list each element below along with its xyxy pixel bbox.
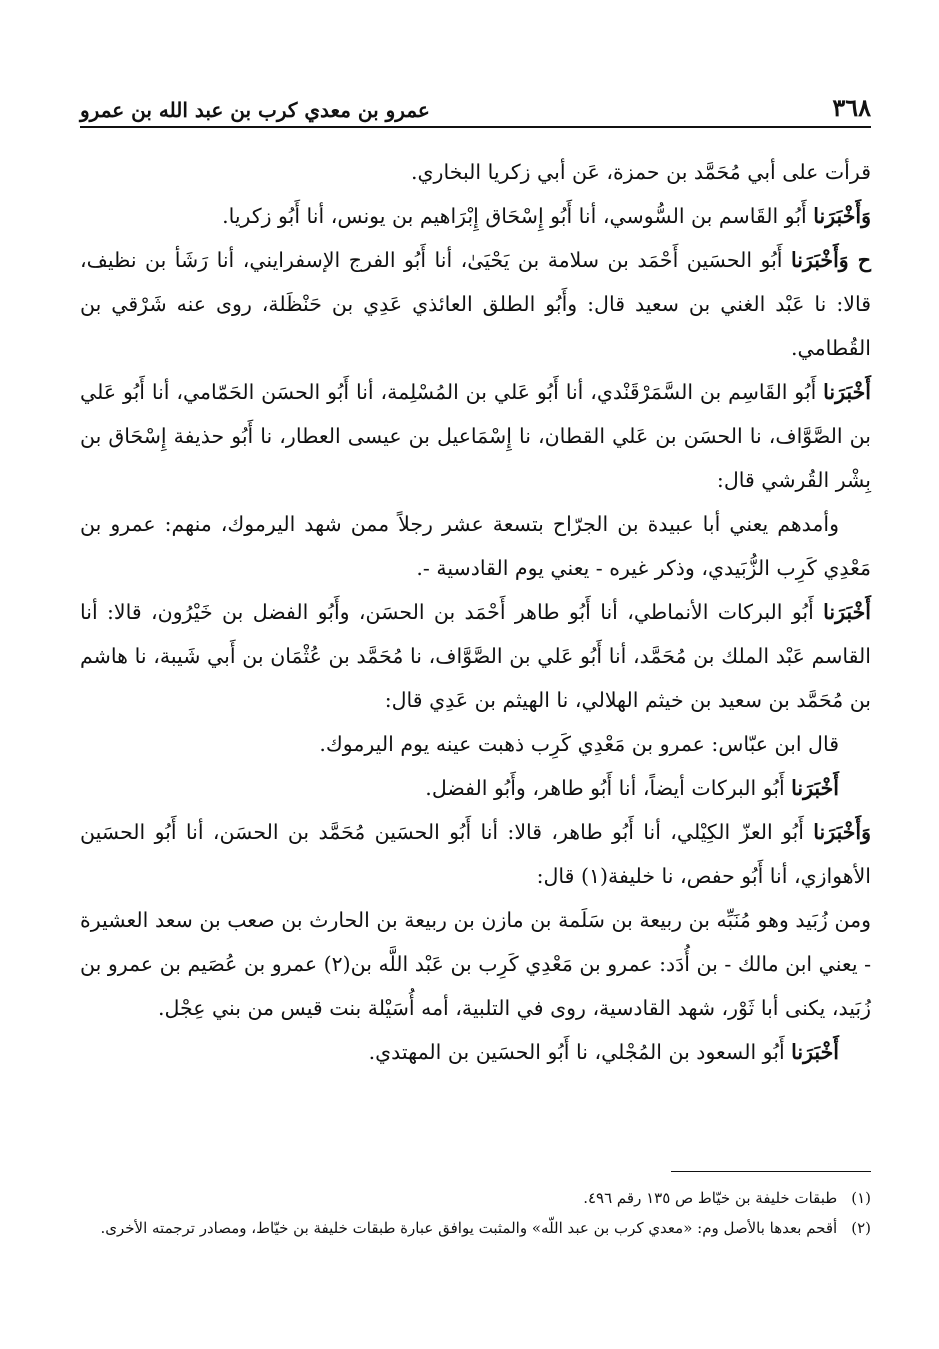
paragraph-text: أَبُو البركات الأنماطي، أنا أَبُو طاهر أَحْمَد بن الحسَن، وأَبُو الفضل بن خَيْرُون، قالا: أنا القاسم عَبْد الملك بن مُحَمَّد، أنا أَبُو عَلي بن الصَّوَّاف، نا مُحَمَّد بن عُثْمَان بن أَبي شَيبة، نا هاشم بن مُحَمَّد بن سعيد بن خيثم الهلالي، نا الهيثم بن عَدِي قال: — [80, 600, 871, 712]
paragraph — [80, 590, 871, 722]
paragraph-text: ومن زُبَيد وهو مُنَبِّه بن ربيعة بن سَلَمة بن مازن بن ربيعة بن الحارث بن صعب بن سعد العشيرة - يعني ابن مالك - بن أُدَد: عمرو بن مَعْدِي كَرِب بن عَبْد اللَّه بن(٢) عمرو بن عُصَيم بن عمرو بن زُبَيد، يكنى أبا ثَوْر، شهد القادسية، روى في التلبية، أمه أُسَيْلة بنت قيس من بني عِجْل. — [80, 908, 871, 1020]
paragraph — [80, 1030, 871, 1074]
paragraph-text: أَبُو الحسَين أَحْمَد بن سلامة بن يَحْيَىٰ، أنا أَبُو الفرج الإسفرايني، أنا رَشَأ بن نظيف، قالا: نا عَبْد الغني بن سعيد قال: وأَبُو الطلق العائذي عَدِي بن حَنْظَلة، روى عنه شَرْقي بن القُطامي. — [80, 248, 871, 360]
paragraph — [80, 194, 871, 238]
page-header — [80, 88, 871, 128]
page-body — [80, 150, 871, 1074]
chain-keyword: أَخْبَرَنا — [823, 380, 871, 404]
footnote-number: (١) — [851, 1189, 871, 1207]
running-title: عمرو بن معدي كرب بن عبد الله بن عمرو — [80, 98, 430, 122]
chain-keyword: أَخْبَرَنا — [791, 776, 839, 800]
footnote-divider — [671, 1171, 871, 1172]
paragraph — [80, 898, 871, 1030]
chain-keyword: أَخْبَرَنا — [791, 1040, 839, 1064]
paragraph — [80, 150, 871, 194]
chain-keyword: ح وَأَخْبَرَنا — [790, 248, 871, 272]
paragraph — [80, 722, 871, 766]
paragraph-text: أَبُو القَاسِم بن السَّمَرْقَنْدي، أنا أَبُو عَلي بن المُسْلِمة، أنا أَبُو الحسَن الحَمّامي، أنا أَبُو عَلي بن الصَّوَّاف، نا الحسَن بن عَلي القطان، نا إِسْمَاعيل بن عيسى العطار، نا أَبُو حذيفة إِسْحَاق بن بِشْر القُرشي قال: — [80, 380, 871, 492]
paragraph-text: أَبُو البركات أيضاً، أنا أَبُو طاهر، وأَبُو الفضل. — [425, 776, 792, 800]
paragraph — [80, 766, 871, 810]
footnote-text: أقحم بعدها بالأصل وم: «معدي كرب بن عبد اللّه» والمثبت يوافق عبارة طبقات خليفة بن خيّاط، ومصادر ترجمته الأخرى. — [100, 1219, 838, 1237]
paragraph — [80, 810, 871, 898]
paragraph-text: قال ابن عبّاس: عمرو بن مَعْدِي كَرِب ذهبت عينه يوم اليرموك. — [319, 732, 839, 756]
chain-keyword: وَأَخْبَرَنا — [813, 820, 871, 844]
paragraph — [80, 502, 871, 590]
footnotes — [80, 1183, 871, 1243]
chain-keyword: أَخْبَرَنا — [823, 600, 871, 624]
footnote — [80, 1213, 871, 1243]
paragraph-text: قرأت على أبي مُحَمَّد بن حمزة، عَن أبي زكريا البخاري. — [411, 160, 871, 184]
footnote-text: طبقات خليفة بن خيّاط ص ١٣٥ رقم ٤٩٦. — [583, 1189, 838, 1207]
chain-keyword: وَأَخْبَرَنا — [813, 204, 871, 228]
paragraph-text: أَبُو العزّ الكِيْلي، أنا أَبُو طاهر، قالا: أنا أَبُو الحسَين مُحَمَّد بن الحسَن، أنا أَبُو الحسَين الأهوازي، أنا أَبُو حفص، نا خليفة(١) قال: — [80, 820, 871, 888]
page-number: ٣٦٨ — [832, 93, 871, 122]
footnote-number: (٢) — [851, 1219, 871, 1237]
paragraph-text: أَبُو السعود بن المُجْلي، نا أَبُو الحسَين بن المهتدي. — [368, 1040, 792, 1064]
paragraph — [80, 238, 871, 370]
footnote — [80, 1183, 871, 1213]
paragraph-text: أَبُو القَاسم بن السُّوسي، أنا أَبُو إِسْحَاق إِبْرَاهيم بن يونس، أنا أَبُو زكريا. — [222, 204, 814, 228]
paragraph-text: وأمدهم يعني أبا عبيدة بن الجرّاح بتسعة عشر رجلاً ممن شهد اليرموك، منهم: عمرو بن مَعْدِي كَرِب الزُّبَيدي، وذكر غيره - يعني يوم القادسية -. — [80, 512, 871, 580]
paragraph — [80, 370, 871, 502]
